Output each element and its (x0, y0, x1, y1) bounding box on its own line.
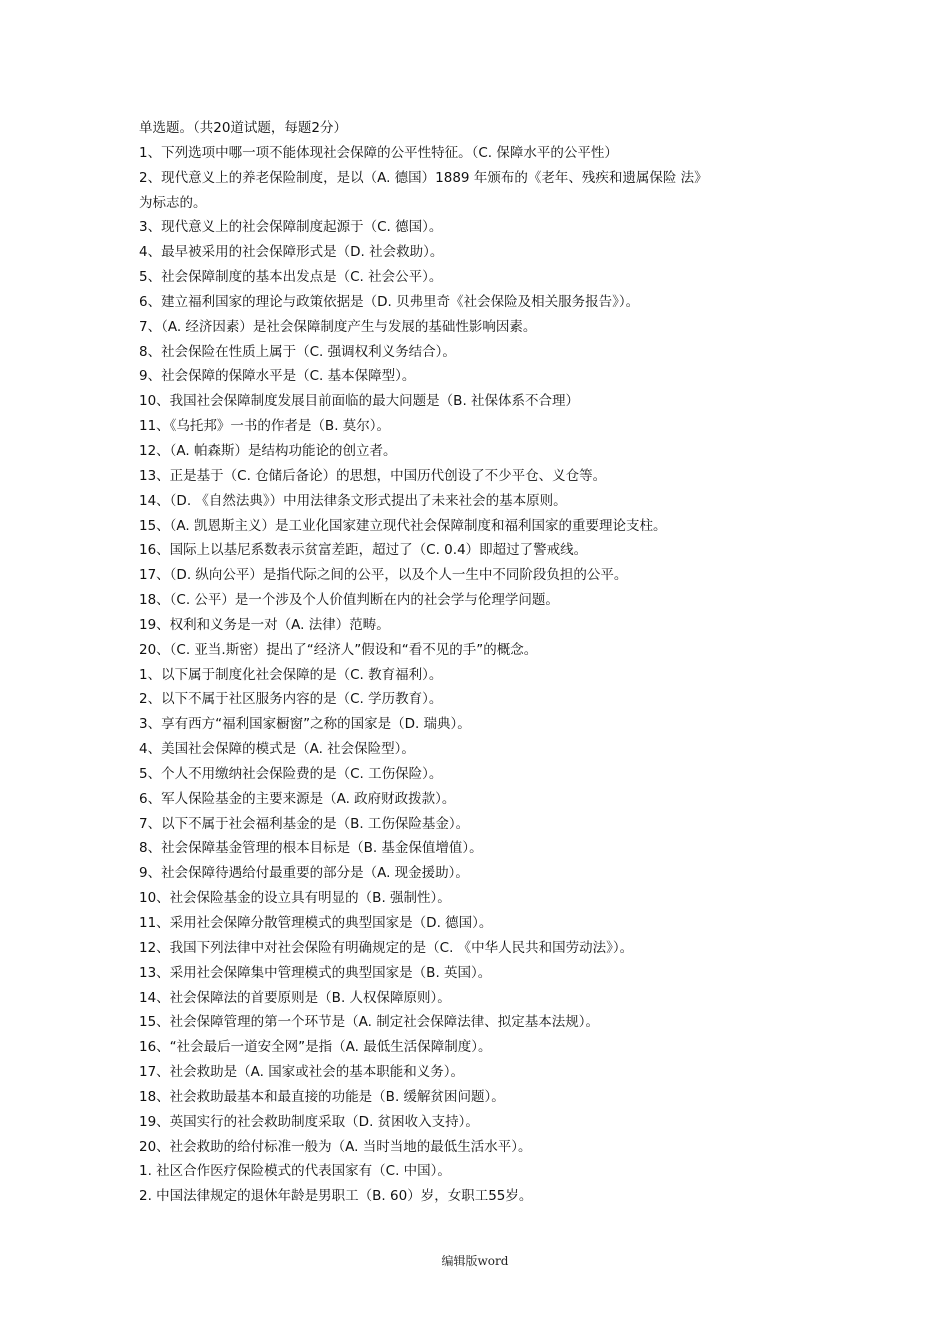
question-line: 15、（A. 凯恩斯主义）是工业化国家建立现代社会保障制度和福利国家的重要理论支柱。 (139, 517, 667, 534)
question-line: 4、最早被采用的社会保障形式是（D. 社会救助）。 (139, 244, 444, 261)
question-line: 17、社会救助是（A. 国家或社会的基本职能和义务）。 (139, 1064, 465, 1081)
document-body (139, 116, 819, 1209)
question-line: 12、（A. 帕森斯）是结构功能论的创立者。 (139, 442, 397, 459)
question-line: 1. 社区合作医疗保险模式的代表国家有（C. 中国）。 (139, 1163, 451, 1180)
question-line: 3、享有西方“福利国家橱窗”之称的国家是（D. 瑞典）。 (139, 716, 471, 733)
question-line: 1、下列选项中哪一项不能体现社会保障的公平性特征。（C. 保障水平的公平性） (139, 144, 618, 161)
question-line: 2、以下不属于社区服务内容的是（C. 学历教育）。 (139, 691, 443, 708)
question-line: 16、“社会最后一道安全网”是指（A. 最低生活保障制度）。 (139, 1039, 492, 1056)
question-line: 19、英国实行的社会救助制度采取（D. 贫困收入支持）。 (139, 1113, 479, 1130)
question-line: 10、社会保险基金的设立具有明显的（B. 强制性）。 (139, 890, 451, 907)
question-line: 6、建立福利国家的理论与政策依据是（D. 贝弗里奇《社会保险及相关服务报告》）。 (139, 293, 640, 310)
question-line: 11、《乌托邦》一书的作者是（B. 莫尔）。 (139, 418, 391, 435)
question-line: 7、以下不属于社会福利基金的是（B. 工伤保险基金）。 (139, 815, 470, 832)
question-line: 2、现代意义上的养老保险制度，是以（A. 德国）1889 年颁布的《老年、残疾和遗属保险 法》 (139, 169, 708, 186)
question-line: 2. 中国法律规定的退休年龄是男职工（B. 60）岁，女职工55岁。 (139, 1188, 533, 1205)
question-line: 12、我国下列法律中对社会保险有明确规定的是（C. 《中华人民共和国劳动法》）。 (139, 939, 634, 956)
question-line: 5、社会保障制度的基本出发点是（C. 社会公平）。 (139, 269, 443, 286)
question-line: 18、（C. 公平）是一个涉及个人价值判断在内的社会学与伦理学问题。 (139, 592, 559, 609)
question-line: 19、权利和义务是一对（A. 法律）范畴。 (139, 616, 390, 633)
question-line: 13、正是基于（C. 仓储后备论）的思想，中国历代创设了不少平仓、义仓等。 (139, 467, 607, 484)
question-line: 17、（D. 纵向公平）是指代际之间的公平，以及个人一生中不同阶段负担的公平。 (139, 567, 628, 584)
question-line: 6、军人保险基金的主要来源是（A. 政府财政拨款）。 (139, 790, 456, 807)
section-heading: 单选题。（共20道试题，每题2分） (139, 120, 348, 136)
question-line: 9、社会保障的保障水平是（C. 基本保障型）。 (139, 368, 416, 385)
question-line: 8、社会保障基金管理的根本目标是（B. 基金保值增值）。 (139, 840, 483, 857)
question-line: 8、社会保险在性质上属于（C. 强调权利义务结合）。 (139, 343, 456, 360)
question-line: 18、社会救助最基本和最直接的功能是（B. 缓解贫困问题）。 (139, 1088, 505, 1105)
question-line: 7、（A. 经济因素）是社会保障制度产生与发展的基础性影响因素。 (139, 318, 537, 335)
question-line: 4、美国社会保障的模式是（A. 社会保险型）。 (139, 741, 415, 758)
question-line: 5、个人不用缴纳社会保险费的是（C. 工伤保险）。 (139, 765, 443, 782)
question-line: 14、社会保障法的首要原则是（B. 人权保障原则）。 (139, 989, 451, 1006)
question-line: 10、我国社会保障制度发展目前面临的最大问题是（B. 社保体系不合理） (139, 393, 580, 410)
question-line: 9、社会保障待遇给付最重要的部分是（A. 现金援助）。 (139, 865, 469, 882)
question-line: 1、以下属于制度化社会保障的是（C. 教育福利）。 (139, 666, 443, 683)
question-line: 20、社会救助的给付标准一般为（A. 当时当地的最低生活水平）。 (139, 1138, 532, 1155)
question-line: 16、国际上以基尼系数表示贫富差距，超过了（C. 0.4）即超过了警戒线。 (139, 542, 588, 559)
question-line: 为标志的。 (139, 194, 207, 211)
question-line: 3、现代意义上的社会保障制度起源于（C. 德国）。 (139, 219, 443, 236)
question-line: 14、（D. 《自然法典》）中用法律条文形式提出了未来社会的基本原则。 (139, 492, 567, 509)
question-line: 11、采用社会保障分散管理模式的典型国家是（D. 德国）。 (139, 915, 493, 931)
question-line: 13、采用社会保障集中管理模式的典型国家是（B. 英国）。 (139, 964, 492, 981)
question-line: 20、（C. 亚当.斯密）提出了“经济人”假设和“看不见的手”的概念。 (139, 641, 538, 658)
question-line: 15、社会保障管理的第一个环节是（A. 制定社会保障法律、拟定基本法规）。 (139, 1014, 600, 1031)
page-footer: 编辑版word (441, 1254, 509, 1268)
question-list (139, 141, 819, 1209)
